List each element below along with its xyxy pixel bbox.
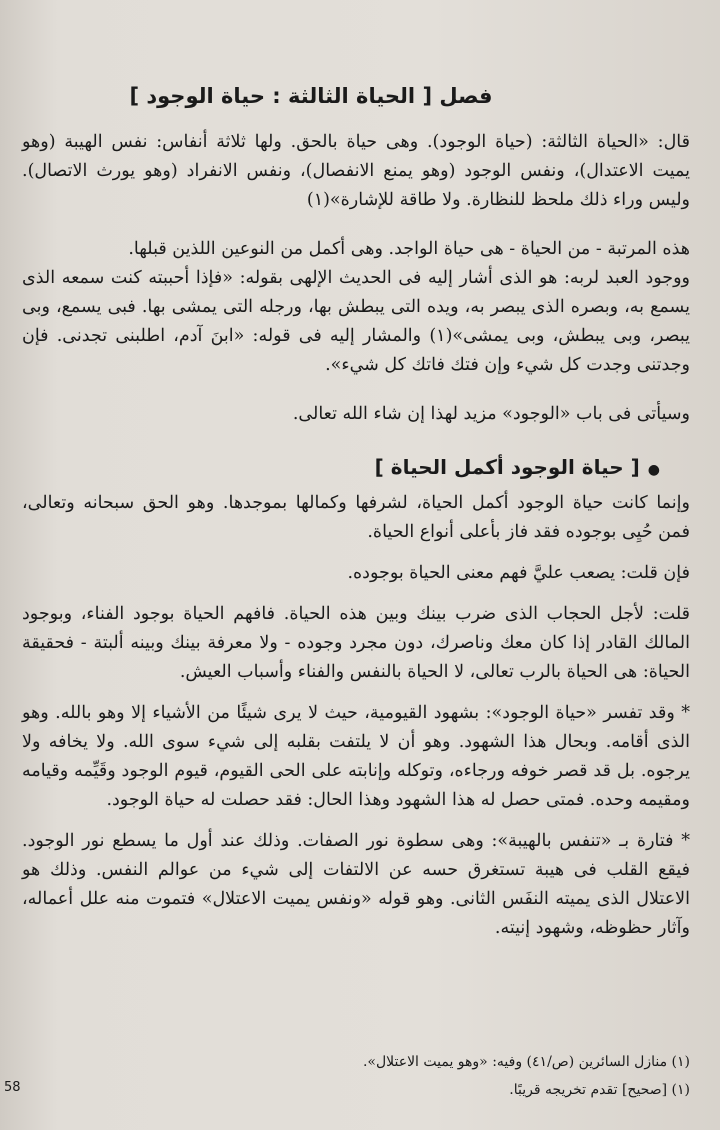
section-paragraph-4: * وقد تفسر «حياة الوجود»: بشهود القيومية، حيث لا يرى شيئًا من الأشياء إلا وهو بالله. وهو الذى أقامه. وبحال هذا الشهود. وهو أن لا يلتفت بقلبه إلى شيء سوى الله. ولا يخافه ولا يرجوه. بل قد قصر خوفه ورجاءه، وتوكله وإنابته على الحى القيوم، قيوم الوجود وقَيِّمه وقيامه ومقيمه وحده. فمتى حصل له هذا الشهود وهذا الحال: فقد حصلت له حياة الوجود. — [22, 703, 690, 810]
footnote-2: (١) [صحيح] تقدم تخريجه قريبًا. — [509, 1082, 690, 1098]
section-paragraph-2: فإن قلت: يصعب عليَّ فهم معنى الحياة بوجوده. — [347, 563, 690, 583]
footnote-1: (١) منازل السائرين (ص/٤١) وفيه: «وهو يميت الاعتلال». — [362, 1054, 690, 1070]
section-heading-text: [ حياة الوجود أكمل الحياة ] — [374, 455, 640, 479]
bullet-icon: ● — [647, 462, 660, 478]
section-paragraph-1: وإنما كانت حياة الوجود أكمل الحياة، لشرفها وكمالها بموجدها. وهو الحق سبحانه وتعالى، فمن حُيِى بوجوده فقد فاز بأعلى أنواع الحياة. — [22, 493, 690, 542]
footnotes — [22, 1048, 690, 1104]
section-paragraph-5: * فتارة بـ «تنفس بالهيبة»: وهى سطوة نور الصفات. وذلك عند أول ما يسطع نور الوجود. فيقع القلب فى هيبة تستغرق حسه عن الالتفات إلى شيء من عوالم النفس. وذلك هو الاعتلال الذى يميته النفَس الثانى. وهو قوله «ونفس يميت الاعتلال» فتموت منه علل أعماله، وآثار حظوظه، وشهود إنيته. — [22, 831, 690, 938]
paragraph-4: وسيأتى فى باب «الوجود» مزيد لهذا إن شاء الله تعالى. — [292, 404, 690, 424]
section-heading — [22, 455, 690, 479]
chapter-title: فصل [ الحياة الثالثة : حياة الوجود ] — [129, 84, 493, 108]
section-paragraph-3: قلت: لأجل الحجاب الذى ضرب بينك وبين هذه الحياة. فافهم الحياة بوجود الفناء، وبوجود المالك القادر إذا كان معك وناصرك، دون مجرد وجوده - ولا معرفة بينك وبينه ألبتة - فحقيقة الحياة: هى الحياة بالرب تعالى، لا الحياة بالنفس والفناء وأسباب العيش. — [22, 604, 690, 682]
paragraph-2: هذه المرتبة - من الحياة - هى حياة الواجد. وهى أكمل من النوعين اللذين قبلها. — [128, 239, 690, 259]
paragraph-1: قال: «الحياة الثالثة: (حياة الوجود). وهى حياة بالحق. ولها ثلاثة أنفاس: نفس الهيبة (وهو يميت الاعتدال)، ونفس الوجود (وهو يمنع الانفصال)، ونفس الانفراد (وهو يورث الاتصال). وليس وراء ذلك ملحظ للنظارة. ولا طاقة للإشارة»(١) — [22, 132, 690, 210]
page-number: 58 — [4, 1080, 21, 1095]
paragraph-3: ووجود العبد لربه: هو الذى أشار إليه فى الحديث الإلهى بقوله: «فإذا أحببته كنت سمعه الذى يسمع به، وبصره الذى يبصر به، ويده التى يبطش بها، ورجله التى يمشى بها. فبى يسمع، وبى يبصر، وبى يبطش، وبى يمشى»(١) والمشار إليه فى قوله: «ابنَ آدم، اطلبنى تجدنى. فإن وجدتنى وجدت كل شيء وإن فتك فاتك كل شيء». — [22, 268, 690, 375]
